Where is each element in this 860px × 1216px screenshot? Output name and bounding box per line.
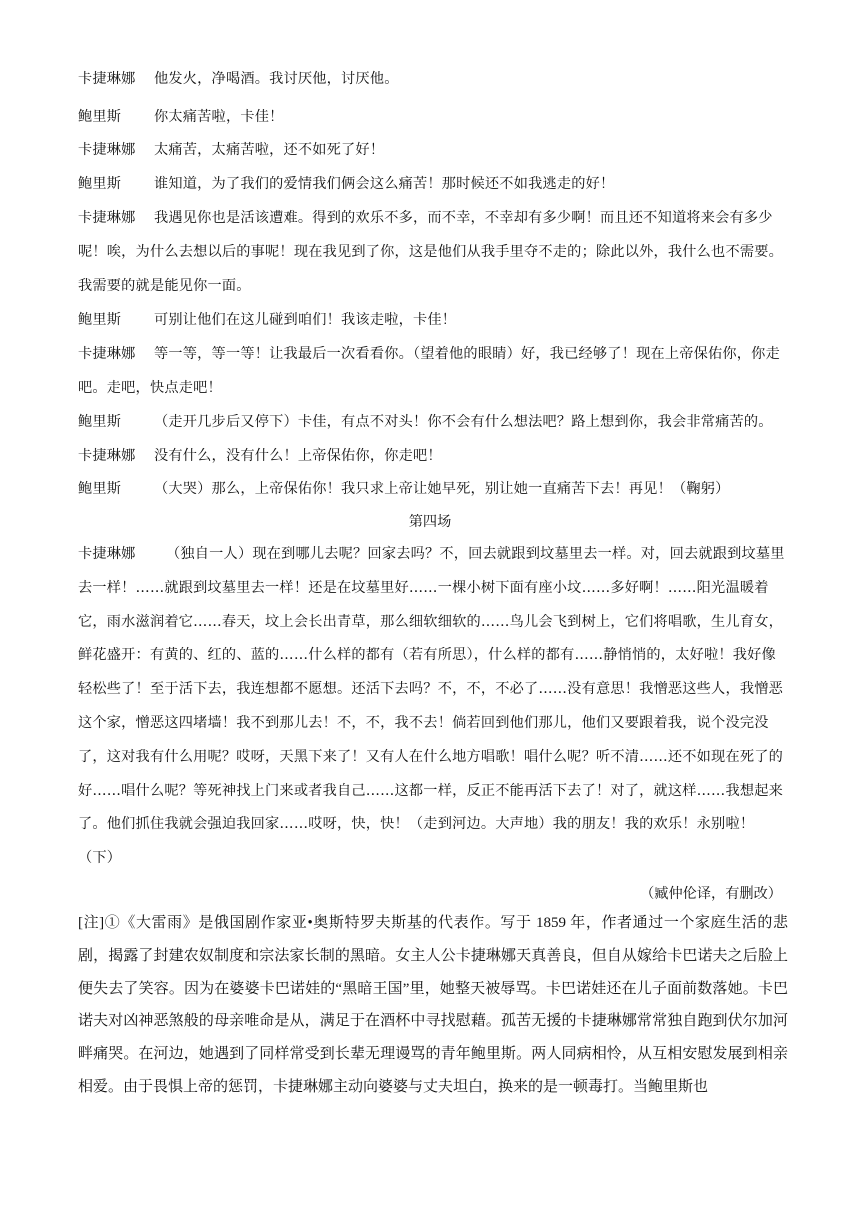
speaker-name: 鲍里斯: [78, 481, 122, 497]
line-text: 我遇见你也是活该遭难。得到的欢乐不多，而不幸，不幸却有多少啊！而且还不知道将来会有多少呢！唉，为什么去想以后的事呢！现在我见到了你，这是他们从我手里夺不走的；除此以外，我什么也不需要。我需要的就是能见你一面。: [78, 210, 783, 294]
footnote: [78, 907, 788, 1104]
line-text: 等一等，等一等！让我最后一次看看你。（望着他的眼睛）好，我已经够了！现在上帝保佑你，你走吧。走吧，快点走吧！: [78, 346, 780, 396]
line-text: 你太痛苦啦，卡佳！: [154, 109, 284, 125]
dialogue-line: [78, 63, 788, 97]
speaker-name: 鲍里斯: [78, 176, 122, 192]
speaker-name: 卡捷琳娜: [78, 210, 136, 226]
dialogue-line: [78, 473, 788, 507]
speaker-name: 鲍里斯: [78, 312, 122, 328]
dialogue-line: [78, 440, 788, 474]
monologue-text: （独自一人）现在到哪儿去呢？回家去吗？不，回去就跟到坟墓里去一样。对，回去就跟到坟墓里去一样！……就跟到坟墓里去一样！还是在坟墓里好……一棵小树下面有座小坟……多好啊！……阳光温暖着它，雨水滋润着它……春天，坟上会长出青草，那么细软细软的……鸟儿会飞到树上，它们将唱歌，生儿育女，鲜花盛开：有黄的、红的、蓝的……什么样的都有（若有所思），什么样的都有……静悄悄的，太好啦！我好像轻松些了！至于活下去，我连想都不愿想。还活下去吗？不，不，不必了……没有意思！我憎恶这些人，我憎恶这个家，憎恶这四堵墙！我不到那儿去！不，不，我不去！倘若回到他们那儿，他们又要跟着我，说个没完没了，这对我有什么用呢？哎呀，天黑下来了！又有人在什么地方唱歌！唱什么呢？听不清……还不如现在死了的好……唱什么呢？等死神找上门来或者我自己……这都一样，反正不能再活下去了！对了，就这样……我想起来了。他们抓住我就会强迫我回家……哎呀，快，快！（走到河边。大声地）我的朋友！我的欢乐！永别啦！（下）: [78, 546, 785, 867]
dialogue-line: [78, 202, 788, 303]
line-text: （大哭）那么，上帝保佑你！我只求上帝让她早死，别让她一直痛苦下去！再见！（鞠躬）: [154, 481, 730, 497]
line-text: 太痛苦，太痛苦啦，还不如死了好！: [154, 142, 385, 158]
footnote-marker: [注]①: [78, 915, 121, 931]
speaker-name: 卡捷琳娜: [78, 346, 136, 362]
line-text: （走开几步后又停下）卡佳，有点不对头！你不会有什么想法吧？路上想到你，我会非常痛苦的。: [154, 414, 773, 430]
line-text: 谁知道，为了我们的爱情我们俩会这么痛苦！那时候还不如我逃走的好！: [154, 176, 615, 192]
dialogue-line: [78, 406, 788, 440]
translator-credit: （臧仲伦译，有删改）: [640, 886, 782, 902]
line-text: 他发火，净喝酒。我讨厌他，讨厌他。: [154, 71, 399, 87]
speaker-name: 鲍里斯: [78, 414, 122, 430]
speaker-name: 鲍里斯: [78, 109, 122, 125]
footnote-text: 《大雷雨》是俄国剧作家亚•奥斯特罗夫斯基的代表作。写于 1859 年，作者通过一个家庭生活的悲剧，揭露了封建农奴制度和宗法家长制的黑暗。女主人公卡捷琳娜天真善良，但自从嫁给卡巴诺夫之后脸上便失去了笑容。因为在婆婆卡巴诺娃的“黑暗王国”里，她整天被辱骂。卡巴诺娃还在儿子面前数落她。卡巴诺夫对凶神恶煞般的母亲唯命是从，满足于在酒杯中寻找慰藉。孤苦无援的卡捷琳娜常常独自跑到伏尔加河畔痛哭。在河边，她遇到了同样常受到长辈无理谩骂的青年鲍里斯。两人同病相怜，从互相安慰发展到相亲相爱。由于畏惧上帝的惩罚，卡捷琳娜主动向婆婆与丈夫坦白，换来的是一顿毒打。当鲍里斯也: [78, 915, 788, 1095]
scene-heading: 第四场: [408, 514, 452, 530]
speaker-name: 卡捷琳娜: [78, 546, 136, 562]
speaker-name: 卡捷琳娜: [78, 142, 136, 158]
line-text: 没有什么，没有什么！上帝保佑你，你走吧！: [154, 448, 442, 464]
monologue: [78, 538, 788, 876]
dialogue-line: [78, 338, 788, 406]
dialogue-line: [78, 134, 788, 168]
speaker-name: 卡捷琳娜: [78, 448, 136, 464]
dialogue-line: [78, 168, 788, 202]
line-text: 可别让他们在这儿碰到咱们！我该走啦，卡佳！: [154, 312, 457, 328]
speaker-name: 卡捷琳娜: [78, 71, 136, 87]
dialogue-line: [78, 304, 788, 338]
dialogue-line: [78, 101, 788, 135]
